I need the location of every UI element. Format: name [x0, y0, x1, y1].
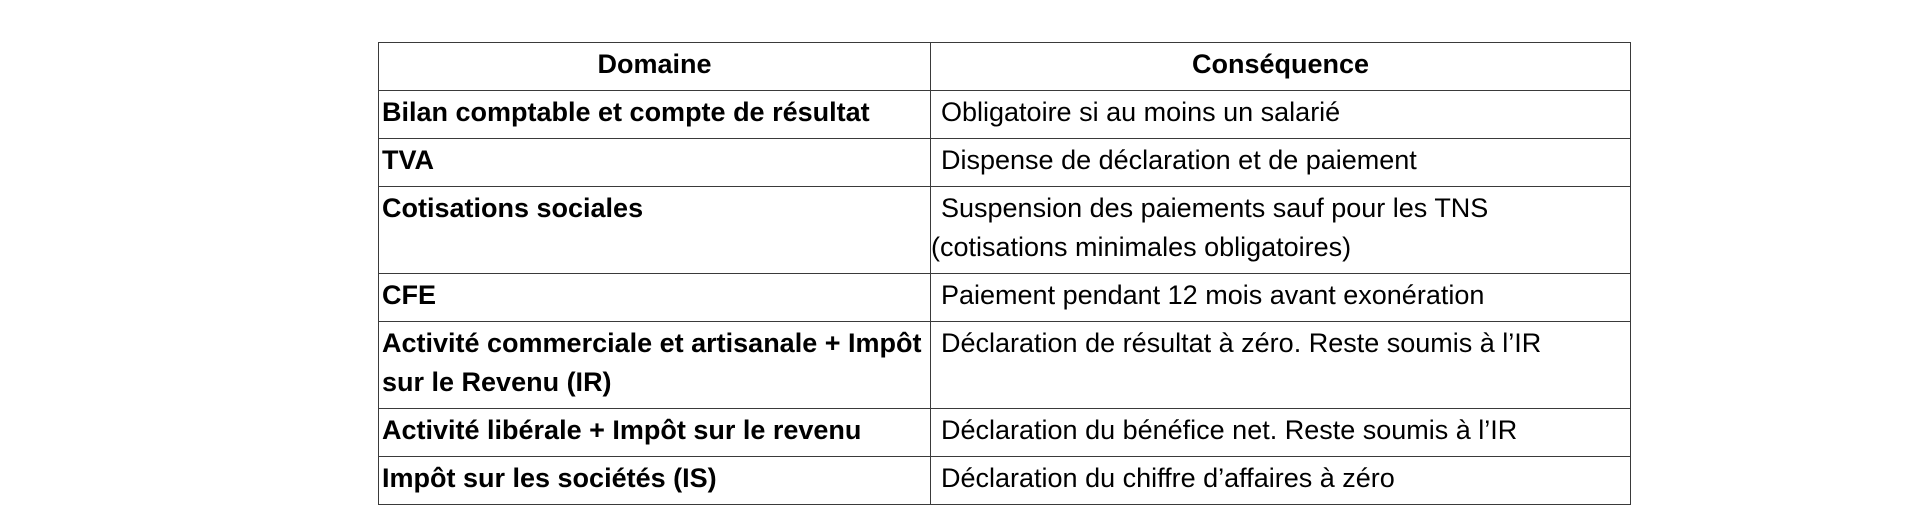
- table-row: [379, 274, 1631, 322]
- table-row: [379, 91, 1631, 139]
- domain-text: Activité commerciale et artisanale +: [382, 328, 841, 358]
- consequence-text: (cotisations minimales obligatoires): [931, 232, 1352, 262]
- consequence-text: Dispense de déclaration et de paiement: [941, 145, 1417, 175]
- consequence-text: Déclaration de résultat à zéro. Reste soumis à l’IR: [941, 328, 1542, 358]
- domain-text: Impôt sur le Revenu (IR): [382, 328, 922, 397]
- consequence-text: Suspension des paiements sauf pour les TNS: [941, 193, 1489, 223]
- domain-text: Cotisations sociales: [382, 193, 644, 223]
- domain-cell: [379, 409, 931, 457]
- table-row: [379, 322, 1631, 409]
- domain-text: CFE: [382, 280, 436, 310]
- domain-consequence-table: [378, 42, 1631, 505]
- domain-text: Activité libérale + Impôt sur le revenu: [382, 415, 862, 445]
- domain-cell: [379, 91, 931, 139]
- table-body: [379, 91, 1631, 505]
- domain-cell: [379, 457, 931, 505]
- consequence-cell: [931, 409, 1631, 457]
- consequence-cell: [931, 322, 1631, 409]
- domain-cell: [379, 322, 931, 409]
- consequence-text: Obligatoire si au moins un salarié: [941, 97, 1341, 127]
- table-header: [379, 43, 1631, 91]
- table-header-row: [379, 43, 1631, 91]
- domain-cell: [379, 274, 931, 322]
- column-header-consequence: Conséquence: [931, 43, 1631, 91]
- consequence-text: Déclaration du chiffre d’affaires à zéro: [941, 463, 1395, 493]
- consequence-text: Paiement pendant 12 mois avant exonération: [941, 280, 1485, 310]
- domain-text: Impôt sur les sociétés (IS): [382, 463, 717, 493]
- domain-text: TVA: [382, 145, 434, 175]
- domain-text: Bilan comptable et compte de résultat: [382, 97, 870, 127]
- table-row: [379, 187, 1631, 274]
- consequence-cell: [931, 187, 1631, 274]
- table-row: [379, 139, 1631, 187]
- consequence-text: Déclaration du bénéfice net. Reste soumis à l’IR: [941, 415, 1518, 445]
- consequence-cell: [931, 274, 1631, 322]
- column-header-domaine: Domaine: [379, 43, 931, 91]
- consequence-cell: [931, 91, 1631, 139]
- consequence-cell: [931, 457, 1631, 505]
- table-row: [379, 409, 1631, 457]
- domain-cell: [379, 187, 931, 274]
- domain-cell: [379, 139, 931, 187]
- table-row: [379, 457, 1631, 505]
- consequence-cell: [931, 139, 1631, 187]
